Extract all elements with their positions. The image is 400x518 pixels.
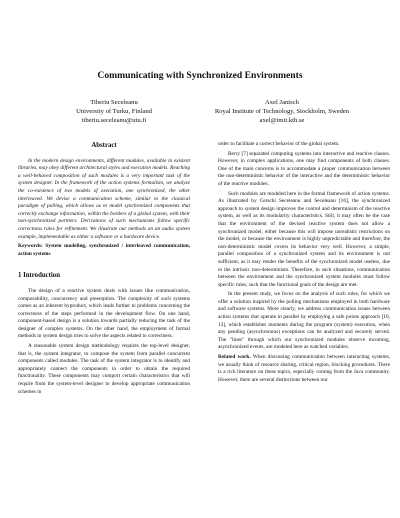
keywords: Keywords: System modeling, synchronized / interleaved communication, action systems bbox=[18, 243, 190, 257]
paper-title: Communicating with Synchronized Environments bbox=[97, 70, 303, 81]
left-column bbox=[18, 142, 190, 396]
author-block-2 bbox=[182, 98, 382, 126]
paragraph-present-study: In the present study, we focus on the analysis of such rules, for which we offer a solution inspired by the polling mechanisms employed in both hardware and software systems. More clearly, we address communication issues between action systems that operate in parallel by employing a safe points approach [10, 13], which establishes moments during the program (system) execution, when any pending (asynchronous) exceptions can be analyzed and securely served. The "lines" through which our synchronized modules observe incoming, asynchronized events, are modeled here as watched variables. bbox=[218, 291, 390, 351]
author-email: axel@imit.kth.se bbox=[259, 117, 305, 125]
paragraph-related-work bbox=[218, 354, 390, 384]
author-block-1 bbox=[60, 98, 168, 126]
paragraph-berry: Berry [7] separated computing systems into interactive and reactive classes. However, in complex applications, one may find components of both classes. One of the main concerns is to accommodate a proper communication between the non-deterministic behavior of the interactive and the deterministic behavior of the reactive modules. bbox=[218, 150, 390, 187]
abstract bbox=[18, 158, 190, 242]
paragraph-modeling: Such modules are modeled here in the formal framework of action systems. As illustrated by Cerschi Seceleanu and Seceleanu [16], the synchronized approach to system design improves the control and determinism of the reactive system, as well as its modularity characteristics. Still, it may often be the case that the environment of the devised reactive system does not allow a synchronized model, either because this will impose unrealistic restrictions on the model, or because the environment is highly unpredictable and therefore, the non-deterministic model covers its behavior very well. However, a simple, parallel composition of a synchronized system and its environment is not sufficient, as it may render the benefits of the synchronized model useless, due to the intrinsic non-determinism. Therefore, in such situations, communication between the environment and the synchronized system modules must follow specific rules, such that the functional goals of the design are met. bbox=[218, 190, 390, 288]
author-name: Tiberiu Seceleanu bbox=[90, 99, 138, 106]
intro-paragraph-2: A reasonable system design methodology requires the top-level designer, that is, the system integrator, to compose the system from parallel concurrent components called modules. The task of the system integrator is to identify and appropriately connect the components in order to obtain the required functionality. These components may comport certain characteristics that will require from the system-level designer to develop appropriate communication schemes in bbox=[18, 343, 190, 395]
abstract-heading: Abstract bbox=[91, 142, 117, 149]
author-affiliation: Royal Institute of Technology, Stockholm, Sweden bbox=[214, 108, 350, 116]
right-column bbox=[218, 141, 390, 384]
abstract-text: In the modern design environments, different modules, available in existent libraries, may obey different architectural styles and execution models. Reaching a well-behaved composition of such modules is a very important task of the system designer. In the framework of the action systems formalism, we analyze the co-existence of two models of execution, one synchronized, the other interleaved. We devise a communication scheme, similar to the classical paradigm of polling, which allows us to model synchronized components that correctly exchange information, within the borders of a global system, with their non-synchronized partners. Derivations of such mechanisms follow specific correctness rules for refinement. We illustrate our methods on an audio system example, implementable as either a software or a hardware device. bbox=[18, 157, 190, 240]
author-affiliation: University of Turku, Finland bbox=[76, 108, 152, 116]
author-name: Axel Jantsch bbox=[265, 99, 299, 106]
related-work-heading: Related work. bbox=[218, 354, 251, 361]
related-work-text: When discussing communication between interacting systems, we usually think of resource sharing, critical region, blocking procedures. There is a rich literature on these topics, especially coming from the Java community. However, there are several distinctions between our bbox=[218, 354, 391, 383]
author-email: tiberiu.seceleanu@utu.fi bbox=[81, 117, 147, 125]
intro-paragraph-1: The design of a reactive system deals with issues like communication, composability, concurrency and preemption. The complexity of such systems comes as an inherent byproduct, which leads further to problems concerning the correctness of the steps performed in the development flow. On one hand, component-based design is a solution towards partially reducing the task of the designer of complex systems. On the other hand, the employment of formal methods in system design tries to solve the aspects related to correctness. bbox=[18, 287, 190, 340]
paragraph-continuation: order to facilitate a correct behavior of the global system. bbox=[218, 141, 340, 147]
section-heading-introduction: 1 Introduction bbox=[18, 272, 60, 280]
